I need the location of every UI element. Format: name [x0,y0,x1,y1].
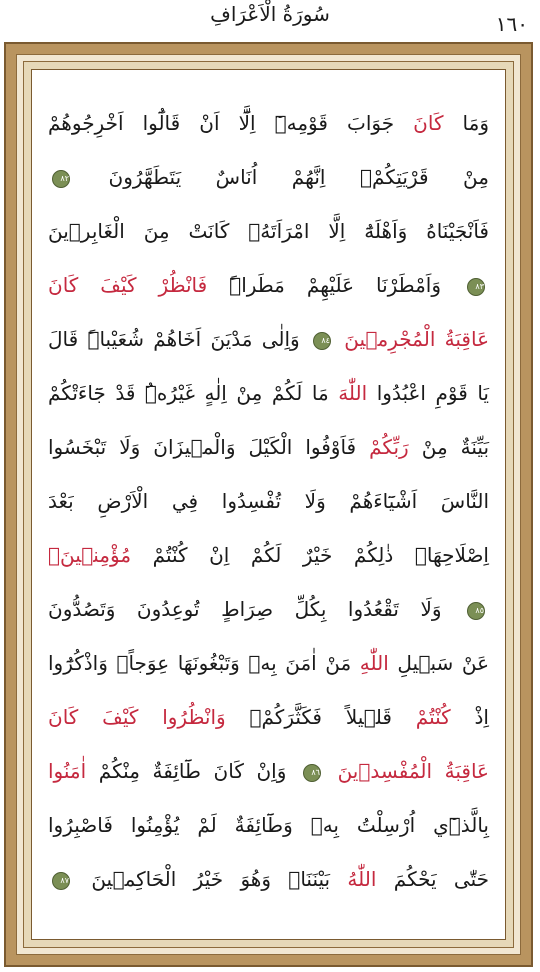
verse-line [48,206,489,256]
frame-border-inner [23,61,514,948]
verse-text [325,759,338,783]
verse-text: اِصْلَاحِهَاۜ ذٰلِكُمْ خَيْرٌ لَكُمْ اِنْ كُنْتُمْ [131,543,489,567]
highlighted-word: مُؤْمِن۪ينَۚ [48,543,132,567]
verse-line [48,800,489,850]
verse-text: فَاَوْفُوا الْكَيْلَ وَالْم۪يزَانَ وَلَا تَبْخَسُوا [48,435,370,459]
highlighted-word: رَبِّكُمْ [369,435,409,459]
verse-text: حَتّٰى يَحْكُمَ [376,867,489,891]
verse-line [48,692,489,742]
verse-text: جَوَابَ قَوْمِه۪ٓ اِلَّٓا اَنْ قَالُٓوا اَخْرِجُوهُمْ [48,111,414,135]
highlighted-word: فَانْظُرْ كَيْفَ كَانَ [48,273,208,297]
verse-text: النَّاسَ اَشْيَٓاءَهُمْ وَلَا تُفْسِدُوا فِي الْاَرْضِ بَعْدَ [48,489,489,513]
verse-text: وَاَمْطَرْنَا عَلَيْهِمْ مَطَراًۜ [207,273,463,297]
verse-text: وَاِلٰى مَدْيَنَ اَخَاهُمْ شُعَيْباًۜ قَالَ [48,327,309,351]
verse-line [48,476,489,526]
verse-line [48,98,489,148]
verse-line [48,260,489,310]
verse-line [48,368,489,418]
ayah-number-marker: ٨٤ [313,332,331,350]
ornamental-frame [4,42,533,967]
ayah-number-marker: ٨٣ [467,278,485,296]
verse-line [48,314,489,364]
verse-text: بِالَّذ۪ٓي اُرْسِلْتُ بِه۪ وَطَٓائِفَةٌ لَمْ يُؤْمِنُوا فَاصْبِرُوا [48,813,489,837]
verse-line [48,584,489,634]
highlighted-word: كُنْتُمْ [415,705,451,729]
verse-text: وَمَا [443,111,489,135]
highlighted-word: وَانْظُرُوا كَيْفَ كَانَ [48,705,226,729]
verse-text: عَنْ سَب۪يلِ [388,651,489,675]
verse-text: وَاِنْ كَانَ طَٓائِفَةٌ مِنْكُمْ [86,759,299,783]
surah-title: سُورَةُ الْاَعْرَافِ [210,2,330,26]
verse-text: فَاَنْجَيْنَاهُ وَاَهْلَهُٓ اِلَّا امْرَاَتَهُۘ كَانَتْ مِنَ الْغَابِر۪ينَ [48,219,489,243]
highlighted-word: اٰمَنُوا [48,759,87,783]
highlighted-word: اللّٰهِ [359,651,389,675]
page-number: ١٦٠ [495,12,528,36]
verse-text [335,327,344,351]
verse-text: مَا لَكُمْ مِنْ اِلٰهٍ غَيْرُهُۜ قَدْ جَٓاءَتْكُمْ [48,381,339,405]
verse-line [48,746,489,796]
highlighted-word: اللّٰهُ [347,867,377,891]
verse-text: قَل۪يلاً فَكَثَّرَكُمْۖ [225,705,416,729]
frame-border-middle [16,54,521,955]
verse-text: بَيِّنَةٌ مِنْ [408,435,490,459]
highlighted-word: اللّٰهَ [338,381,368,405]
verse-text: اِذْ [450,705,489,729]
verse-line [48,422,489,472]
highlighted-word: عَاقِبَةُ الْمُجْرِم۪ينَ [344,327,489,351]
page-header [0,0,540,44]
ayah-number-marker: ٨٧ [52,872,70,890]
verse-line [48,530,489,580]
verse-text: وَلَا تَقْعُدُوا بِكُلِّ صِرَاطٍ تُوعِدُونَ وَتَصُدُّونَ [48,597,463,621]
ayah-number-marker: ٨٢ [52,170,70,188]
verse-line [48,152,489,202]
ayah-number-marker: ٨٦ [303,764,321,782]
quran-text-panel [31,69,506,940]
verse-text: مِنْ قَرْيَتِكُمْۚ اِنَّهُمْ اُنَاسٌ يَتَطَهَّرُونَ [74,165,489,189]
highlighted-word: كَانَ [413,111,444,135]
verse-text: يَا قَوْمِ اعْبُدُوا [367,381,489,405]
verse-text: مَنْ اٰمَنَ بِه۪ وَتَبْغُونَهَا عِوَجاًۚ وَاذْكُرُٓوا [48,651,360,675]
verse-line [48,854,489,904]
highlighted-word: عَاقِبَةُ الْمُفْسِد۪ينَ [337,759,489,783]
verse-line [48,638,489,688]
ayah-number-marker: ٨٥ [467,602,485,620]
verse-text: بَيْنَنَاۚ وَهُوَ خَيْرُ الْحَاكِم۪ينَ [74,867,348,891]
